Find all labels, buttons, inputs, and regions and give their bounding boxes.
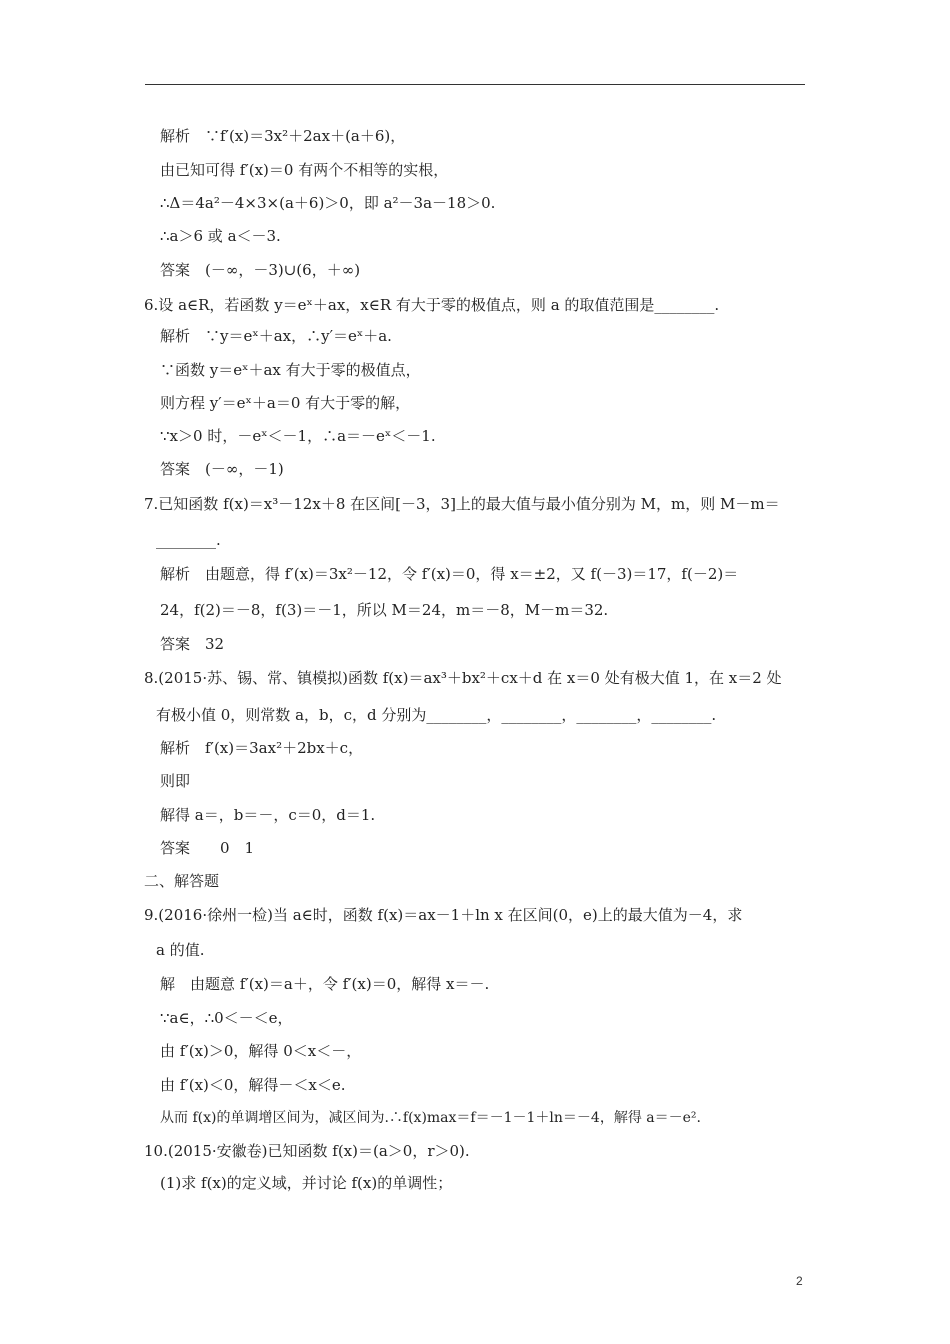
text-line: 解得 a＝，b＝－，c＝0，d＝1. bbox=[160, 806, 376, 824]
text-line: ∵x＞0 时，－eˣ＜－1，∴a＝－eˣ＜－1. bbox=[160, 427, 436, 445]
question-line: 9.(2016·徐州一检)当 a∈时，函数 f(x)＝ax－1＋ln x 在区间(0，e)上的最大值为－4，求 bbox=[144, 906, 743, 924]
question-line: ________. bbox=[156, 531, 221, 549]
text-line: 24，f(2)＝－8，f(3)＝－1，所以 M＝24，m＝－8，M－m＝32. bbox=[160, 601, 609, 619]
text-line: ∴Δ＝4a²－4×3×(a＋6)＞0，即 a²－3a－18＞0. bbox=[160, 194, 496, 212]
answer-line: 答案 (－∞，－1) bbox=[160, 460, 284, 478]
question-line: (1)求 f(x)的定义域，并讨论 f(x)的单调性； bbox=[160, 1174, 453, 1192]
question-line: 6.设 a∈R，若函数 y＝eˣ＋ax，x∈R 有大于零的极值点，则 a 的取值范围是________. bbox=[144, 296, 720, 314]
answer-line: 答案 32 bbox=[160, 635, 225, 653]
question-line: 8.(2015·苏、锡、常、镇模拟)函数 f(x)＝ax³＋bx²＋cx＋d 在 x＝0 处有极大值 1，在 x＝2 处 bbox=[144, 669, 782, 687]
question-line: 有极小值 0，则常数 a，b，c，d 分别为________，________，________，________. bbox=[156, 706, 717, 724]
text-line: 由已知可得 f′(x)＝0 有两个不相等的实根， bbox=[160, 161, 449, 179]
text-line: ∵函数 y＝eˣ＋ax 有大于零的极值点， bbox=[160, 361, 421, 379]
text-line: 解析 ∵y＝eˣ＋ax，∴y′＝eˣ＋a. bbox=[160, 327, 392, 345]
question-line: a 的值. bbox=[156, 941, 205, 959]
text-line: 则即 bbox=[160, 772, 191, 790]
text-line: 从而 f(x)的单调增区间为，减区间为.∴f(x)max＝f＝－1－1＋ln＝－4，解得 a＝－e². bbox=[160, 1110, 701, 1126]
page-number: 2 bbox=[796, 1274, 803, 1288]
text-line: ∵a∈，∴0＜－＜e， bbox=[160, 1009, 293, 1027]
text-line: 由 f′(x)＜0，解得－＜x＜e. bbox=[160, 1076, 346, 1094]
text-line: 则方程 y′＝eˣ＋a＝0 有大于零的解， bbox=[160, 394, 411, 412]
text-line: 解析 ∵f′(x)＝3x²＋2ax＋(a＋6)， bbox=[160, 127, 406, 145]
section-heading: 二、解答题 bbox=[144, 872, 220, 890]
text-line: 由 f′(x)＞0，解得 0＜x＜－， bbox=[160, 1042, 362, 1060]
text-line: ∴a＞6 或 a＜－3. bbox=[160, 227, 281, 245]
text-line: 解 由题意 f′(x)＝a＋，令 f′(x)＝0，解得 x＝－. bbox=[160, 975, 490, 993]
question-line: 10.(2015·安徽卷)已知函数 f(x)＝(a＞0，r＞0). bbox=[144, 1142, 470, 1160]
answer-line: 答案 0 1 bbox=[160, 839, 255, 857]
answer-line: 答案 (－∞，－3)∪(6，＋∞) bbox=[160, 261, 361, 279]
question-line: 7.已知函数 f(x)＝x³－12x＋8 在区间[－3，3]上的最大值与最小值分别为 M，m，则 M－m＝ bbox=[144, 495, 780, 513]
text-line: 解析 由题意，得 f′(x)＝3x²－12，令 f′(x)＝0，得 x＝±2，又 f(－3)＝17，f(－2)＝ bbox=[160, 565, 739, 583]
header-rule bbox=[145, 84, 805, 85]
text-line: 解析 f′(x)＝3ax²＋2bx＋c， bbox=[160, 739, 364, 757]
